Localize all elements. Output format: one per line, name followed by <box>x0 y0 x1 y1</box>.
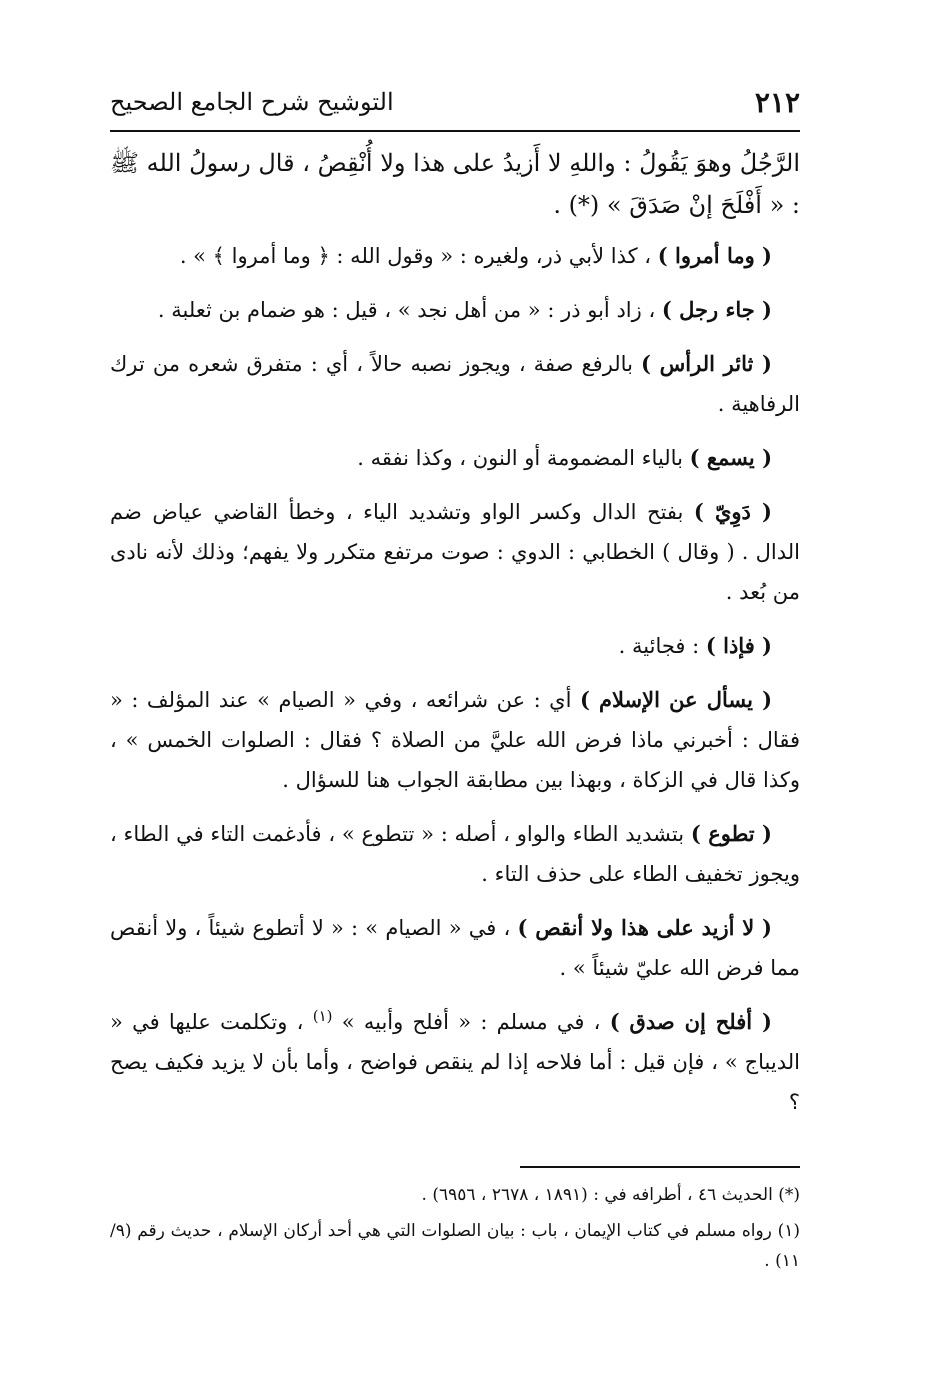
hadith-text: الرَّجُلُ وهوَ يَقُولُ : واللهِ لا أَزيدُ على هذا ولا أُنْقِصُ ، قال رسولُ الله ﷺ : « أَفْلَحَ إنْ صَدَقَ » (*) . <box>110 149 800 219</box>
paragraph-thair-alras <box>110 344 800 424</box>
commentary: بالرفع صفة ، ويجوز نصبه حالاً ، أي : متفرق شعره من ترك الرفاهية . <box>110 352 800 416</box>
footnotes <box>110 1180 800 1282</box>
header-rule <box>110 130 800 132</box>
footnote-one: (١) رواه مسلم في كتاب الإيمان ، باب : بيان الصلوات التي هي أحد أركان الإسلام ، حديث رقم (٩/ ١١) . <box>110 1221 800 1271</box>
paragraph-la-azid <box>110 908 800 988</box>
paragraph-aflaha <box>110 1002 800 1122</box>
lemma: ( دَوِيّ ) <box>693 499 772 524</box>
lemma: ( وما أمروا ) <box>657 243 772 268</box>
page-number: ٢١٢ <box>754 86 800 119</box>
paragraph-hadith-end <box>110 142 800 226</box>
paragraph-yasal <box>110 680 800 800</box>
lemma: ( فإذا ) <box>705 633 772 658</box>
running-title: التوشيح شرح الجامع الصحيح <box>110 88 394 116</box>
paragraph-wama-amaru <box>110 236 800 276</box>
paragraph-dawiy <box>110 492 800 612</box>
commentary: بالياء المضمومة أو النون ، وكذا نفقه . <box>357 446 690 470</box>
lemma: ( لا أزيد على هذا ولا أنقص ) <box>517 915 772 940</box>
footnote-separator <box>520 1166 800 1168</box>
main-text <box>110 142 800 1136</box>
lemma: ( يسأل عن الإسلام ) <box>579 687 773 712</box>
paragraph-faidha <box>110 626 800 666</box>
paragraph-yasma <box>110 438 800 478</box>
page-header <box>110 86 800 132</box>
lemma: ( تطوع ) <box>690 821 772 846</box>
lemma: ( ثائر الرأس ) <box>641 351 772 376</box>
footnote-star: (*) الحديث ٤٦ ، أطرافه في : (١٨٩١ ، ٢٦٧٨ ، ٦٩٥٦) . <box>421 1185 800 1205</box>
lemma: ( أفلح إن صدق ) <box>609 1009 772 1034</box>
lemma: ( جاء رجل ) <box>661 297 772 322</box>
commentary: ، في مسلم : « أفلح وأبيه » <box>332 1010 610 1034</box>
paragraph-tatawwa <box>110 814 800 894</box>
commentary: بفتح الدال وكسر الواو وتشديد الياء ، وخطأ القاضي عياض ضم الدال . ( وقال ) الخطابي : الدوي : صوت مرتفع متكرر ولا يفهم؛ وذلك لأنه نادى من بُعد . <box>110 500 800 604</box>
commentary: ، وتكلمت عليها في « الديباج » ، فإن قيل : أما فلاحه إذا لم ينقص فواضح ، وأما بأن لا يزيد فكيف يصح ؟ <box>110 1010 800 1114</box>
paragraph-jaa-rajul <box>110 290 800 330</box>
commentary: بتشديد الطاء والواو ، أصله : « تتطوع » ، فأدغمت التاء في الطاء ، ويجوز تخفيف الطاء على حذف التاء . <box>110 822 800 886</box>
commentary: ، في « الصيام » : « لا أتطوع شيئاً ، ولا أنقص مما فرض الله عليّ شيئاً » . <box>110 916 800 980</box>
commentary: ، كذا لأبي ذر، ولغيره : « وقول الله : ﴿ وما أمروا ﴾ » . <box>179 244 658 268</box>
lemma: ( يسمع ) <box>689 445 772 470</box>
footnote-marker[interactable]: (١) <box>312 1007 333 1025</box>
commentary: ، زاد أبو ذر : « من أهل نجد » ، قيل : هو ضمام بن ثعلبة . <box>157 298 662 322</box>
commentary: : فجائية . <box>618 634 706 658</box>
commentary: أي : عن شرائعه ، وفي « الصيام » عند المؤلف : « فقال : أخبرني ماذا فرض الله عليَّ من الصلاة ؟ فقال : الصلوات الخمس » ، وكذا قال في الزكاة ، وبهذا بين مطابقة الجواب هنا للسؤال . <box>110 688 800 792</box>
